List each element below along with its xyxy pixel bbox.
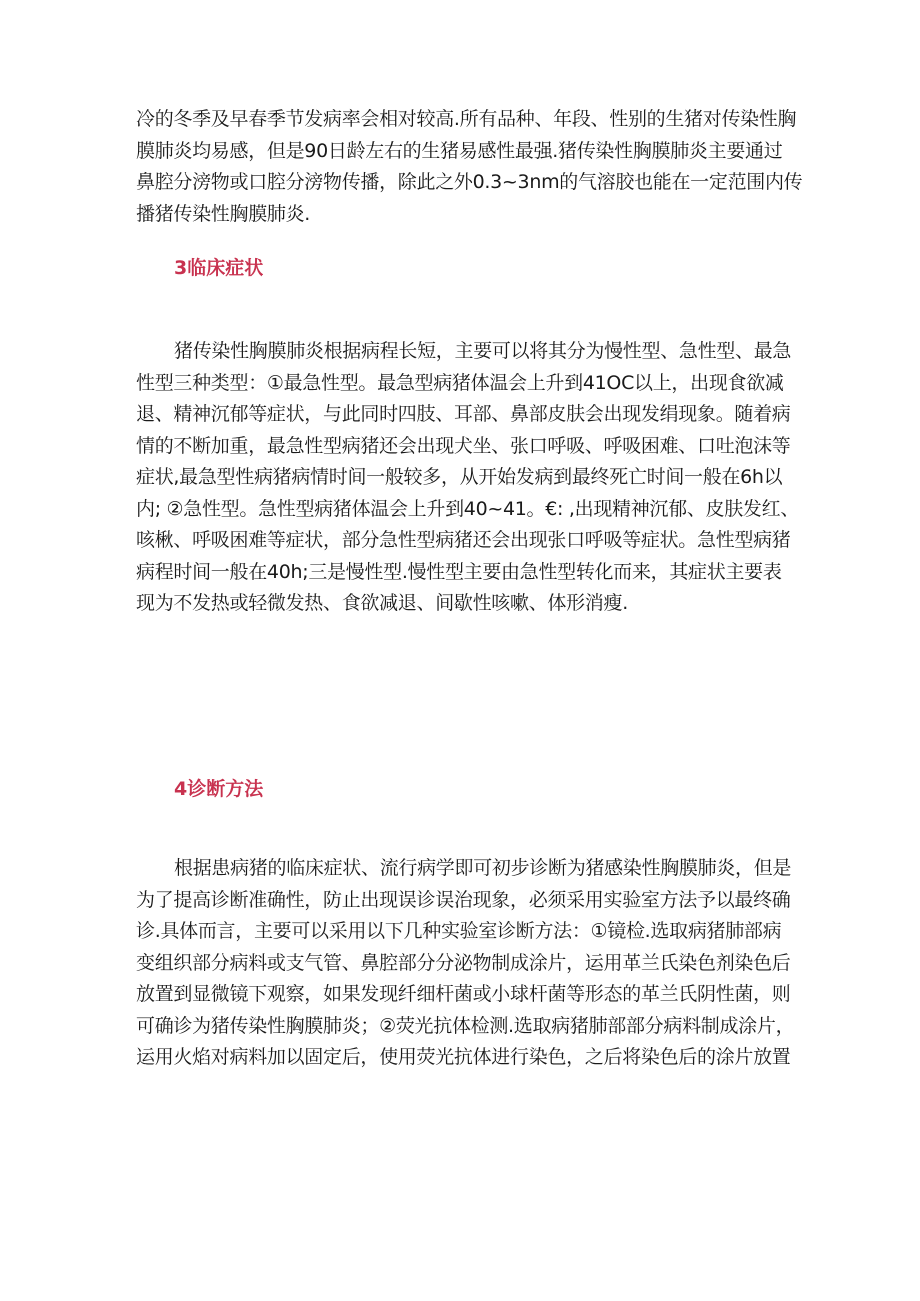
text-line: 放置到显微镜下观察，如果发现纤细杆菌或小球杆菌等形态的革兰氏阴性菌，则: [136, 983, 791, 1005]
text-line: 膜肺炎均易感，但是90日龄左右的生猪易感性最强.猪传染性胸膜肺炎主要通过: [136, 139, 783, 162]
text-line: 运用火焰对病料加以固定后，使用荧光抗体进行染色，之后将染色后的涂片放置: [136, 1046, 791, 1068]
paragraph-clinical-symptoms: [136, 336, 800, 620]
text-line: 猪传染性胸膜肺炎根据病程长短，主要可以将其分为慢性型、急性型、最急: [174, 340, 792, 362]
text-line: 为了提高诊断准确性，防止出现误诊误治现象，必须采用实验室方法予以最终确: [136, 888, 791, 911]
text-line: 冷的冬季及早春季节发病率会相对较高.所有品种、年段、性别的生猪对传染性胸: [136, 108, 797, 130]
paragraph-transmission: [136, 104, 803, 230]
text-line: 现为不发热或轻微发热、食欲减退、间歇性咳嗽、体形消瘦.: [136, 592, 628, 614]
text-line: 内; ②急性型。急性型病猪体温会上升到40~41。€: ,出现精神沉郁、皮肤发红、: [136, 497, 800, 520]
text-line: 退、精神沉郁等症状，与此同时四肢、耳部、鼻部皮肤会出现发绢现象。随着病: [136, 403, 791, 425]
text-line: 诊.具体而言，主要可以采用以下几种实验室诊断方法：①镜检.选取病猪肺部病: [136, 920, 782, 942]
text-line: 咳楸、呼吸困难等症状，部分急性型病猪还会出现张口呼吸等症状。急性型病猪: [136, 529, 791, 551]
text-line: 播猪传染性胸膜肺炎.: [136, 202, 311, 225]
text-line: 可确诊为猪传染性胸膜肺炎；②荧光抗体检测.选取病猪肺部部分病料制成涂片，: [136, 1014, 795, 1037]
text-line: 鼻腔分滂物或口腔分滂物传播，除此之外0.3~3nm的气溶胶也能在一定范围内传: [136, 171, 803, 193]
paragraph-diagnosis-methods: [136, 853, 795, 1074]
text-line: 性型三种类型：①最急性型。最急型病猪体温会上升到41OC以上，出现食欲减: [136, 371, 784, 394]
text-line: 根据患病猪的临床症状、流行病学即可初步诊断为猪感染性胸膜肺炎，但是: [174, 857, 792, 879]
section-heading-clinical-symptoms: 3临床症状: [174, 257, 264, 279]
text-line: 病程时间一般在40h;三是慢性型.慢性型主要由急性型转化而来，其症状主要表: [136, 560, 782, 583]
text-line: 变组织部分病料或支气管、鼻腔部分分泌物制成涂片，运用革兰氏染色剂染色后: [136, 951, 791, 974]
text-line: 情的不断加重，最急性型病猪还会出现犬坐、张口呼吸、呼吸困难、口吐泡沫等: [136, 434, 791, 457]
text-line: 症状,最急型性病猪病情时间一般较多，从开始发病到最终死亡时间一般在6h以: [136, 466, 783, 488]
section-heading-diagnosis-methods: 4诊断方法: [174, 778, 264, 800]
